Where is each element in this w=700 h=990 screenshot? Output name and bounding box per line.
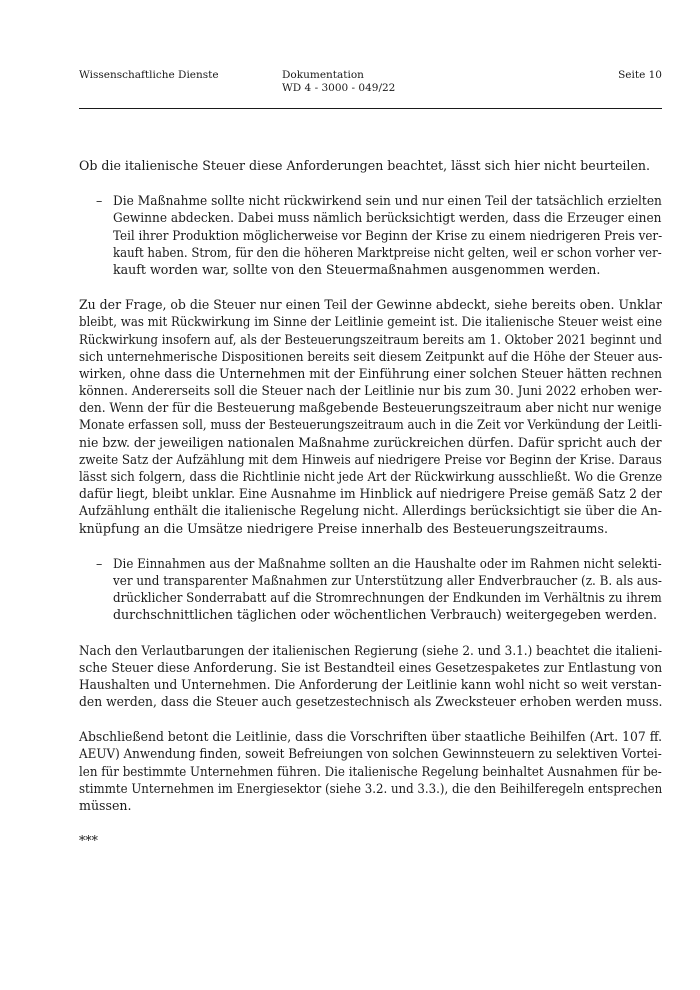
paragraph-4	[79, 728, 662, 814]
text-line: lässt sich folgern, dass die Richtlinie nicht jede Art der Rückwirkung ausschließt. Wo die Grenze	[79, 469, 663, 484]
text-line: dafür liegt, bleibt unklar. Eine Ausnahme im Hinblick auf niedrigere Preise gemäß Satz 2 der	[79, 486, 662, 502]
header-rule	[79, 108, 662, 109]
text-line: stimmte Unternehmen im Energiesektor (siehe 3.2. und 3.3.), die den Beihilferegeln entsprechen	[79, 780, 663, 796]
paragraph-spacer	[79, 710, 662, 728]
text-line: drücklicher Sonderrabatt auf die Stromrechnungen der Endkunden im Verhältnis zu ihrem	[113, 590, 662, 606]
text-line: Aufzählung enthält die italienische Regelung nicht. Allerdings berücksichtigt sie über die An-	[79, 503, 662, 519]
text-line: Nach den Verlautbarungen der italienischen Regierung (siehe 2. und 3.1.) beachtet die italieni-	[79, 642, 663, 658]
text-line: zweite Satz der Aufzählung mit dem Hinweis auf niedrigere Preise vor Beginn der Krise. Daraus	[79, 451, 662, 467]
text-line: len für bestimmte Unternehmen führen. Die italienische Regelung beinhaltet Ausnahmen für be-	[79, 763, 662, 779]
text-line: bleibt, was mit Rückwirkung im Sinne der Leitlinie gemeint ist. Die italienische Steuer weist eine	[79, 314, 663, 330]
header-document-info	[282, 69, 395, 95]
text-line: den. Wenn der für die Besteuerung maßgebende Besteuerungszeitraum aber nicht nur wenige	[79, 400, 662, 416]
paragraph-spacer	[79, 624, 662, 642]
text-line: Abschließend betont die Leitlinie, dass die Vorschriften über staatliche Beihilfen (Art. 107 ff.	[79, 729, 663, 745]
paragraph-1	[79, 157, 662, 174]
document-body	[79, 157, 662, 849]
text-line: AEUV) Anwendung finden, soweit Befreiungen von solchen Gewinnsteuern zu selektiven Vortei-	[79, 746, 662, 762]
paragraph-spacer	[79, 278, 662, 296]
bullet-item-1	[79, 192, 662, 278]
text-line: Teil ihrer Produktion möglicherweise vor Beginn der Krise zu einem niedrigeren Preis ver-	[113, 227, 663, 243]
paragraph-spacer	[79, 814, 662, 832]
paragraph-2	[79, 296, 662, 537]
text-line: sich unternehmerische Dispositionen bereits seit diesem Zeitpunkt auf die Höhe der Steuer aus-	[79, 348, 663, 364]
end-marker: ***	[79, 833, 98, 849]
text-line: durchschnittlichen täglichen oder wöchentlichen Verbrauch) weitergegeben werden.	[113, 607, 658, 623]
text-line: Die Einnahmen aus der Maßnahme sollten an die Haushalte oder im Rahmen nicht selekti-	[113, 555, 662, 571]
text-line: den werden, dass die Steuer auch gesetzestechnisch als Zwecksteuer erhoben werden muss.	[79, 694, 663, 710]
bullet-dash-icon: –	[96, 555, 103, 571]
text-line: Zu der Frage, ob die Steuer nur einen Teil der Gewinne abdeckt, siehe bereits oben. Unklar	[79, 297, 663, 313]
text-line: nie bzw. der jeweiligen nationalen Maßnahme zurückreichen dürfen. Dafür spricht auch der	[79, 434, 662, 450]
text-line: sche Steuer diese Anforderung. Sie ist Bestandteil eines Gesetzespaketes zur Entlastung von	[79, 659, 663, 675]
text-line: Rückwirkung insofern auf, als der Besteuerungszeitraum bereits am 1. Oktober 2021 beginnt und	[79, 331, 662, 347]
paragraph-spacer	[79, 174, 662, 192]
text-line: wirken, ohne dass die Unternehmen mit der Einführung einer solchen Steuer hätten rechnen	[79, 365, 663, 381]
header-organization: Wissenschaftliche Dienste	[79, 69, 219, 81]
text-line: kauft worden war, sollte von den Steuermaßnahmen ausgenommen werden.	[113, 261, 601, 277]
page-header	[79, 69, 662, 103]
text-line: müssen.	[79, 798, 132, 813]
text-line: ver und transparenter Maßnahmen zur Unterstützung aller Endverbraucher (z. B. als aus-	[113, 572, 662, 588]
bullet-item-2	[79, 555, 662, 624]
text-line: Ob die italienische Steuer diese Anforderungen beachtet, lässt sich hier nicht beurteilen.	[79, 158, 651, 173]
text-line: Monate erfassen soll, muss der Besteuerungszeitraum auch in die Zeit vor Verkündung der Leitli-	[79, 417, 663, 433]
text-line: knüpfung an die Umsätze niedrigere Preise innerhalb des Besteuerungszeitraums.	[79, 520, 608, 536]
text-line: Haushalten und Unternehmen. Die Anforderung der Leitlinie kann wohl nicht so weit verstan-	[79, 676, 662, 692]
text-line: Die Maßnahme sollte nicht rückwirkend sein und nur einen Teil der tatsächlich erzielten	[113, 193, 662, 209]
text-line: können. Andererseits soll die Steuer nach der Leitlinie nur bis zum 30. Juni 2022 erhoben wer-	[79, 383, 663, 399]
header-doc-number: WD 4 - 3000 - 049/22	[282, 82, 396, 94]
text-line: kauft haben. Strom, für den die höheren Marktpreise nicht gelten, weil er schon vorher ver-	[113, 244, 662, 260]
header-doc-type: Dokumentation	[282, 69, 364, 81]
paragraph-3	[79, 642, 662, 711]
text-line: Gewinne abdecken. Dabei muss nämlich berücksichtigt werden, dass die Erzeuger einen	[113, 210, 662, 226]
paragraph-spacer	[79, 537, 662, 555]
header-page-number: Seite 10	[618, 69, 662, 81]
bullet-dash-icon: –	[96, 193, 103, 209]
